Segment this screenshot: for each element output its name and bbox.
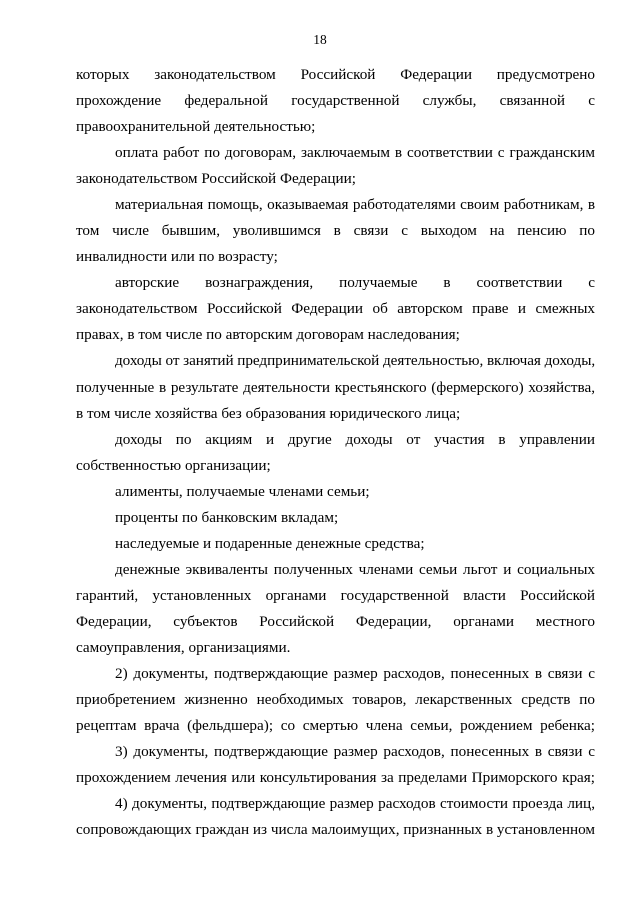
text-line: прохождением лечения или консультирования за пределами Приморского края; <box>76 769 595 787</box>
text-line: в том числе хозяйства без образования юридического лица; <box>76 404 461 422</box>
text-line: том числе бывшим, уволившимся в связи с выходом на пенсию по <box>76 222 595 240</box>
text-line: 4) документы, подтверждающие размер расходов стоимости проезда лиц, <box>115 795 595 813</box>
text-line: сопровождающих граждан из числа малоимущих, признанных в установленном <box>76 821 595 839</box>
text-line: законодательством Российской Федерации об авторском праве и смежных <box>76 300 595 318</box>
text-line: оплата работ по договорам, заключаемым в соответствии с гражданским <box>115 144 595 162</box>
text-line: самоуправления, организациями. <box>76 638 291 656</box>
text-line: инвалидности или по возрасту; <box>76 248 278 266</box>
text-line: алименты, получаемые членами семьи; <box>115 482 370 500</box>
text-line: гарантий, установленных органами государственной власти Российской <box>76 586 595 604</box>
text-line: Федерации, субъектов Российской Федерации, органами местного <box>76 612 595 630</box>
text-line: 2) документы, подтверждающие размер расходов, понесенных в связи с <box>115 664 595 682</box>
text-line: материальная помощь, оказываемая работодателями своим работникам, в <box>115 196 595 214</box>
text-line: собственностью организации; <box>76 456 271 474</box>
text-line: приобретением жизненно необходимых товаров, лекарственных средств по <box>76 691 595 708</box>
text-line: правоохранительной деятельностью; <box>76 118 316 136</box>
text-line: наследуемые и подаренные денежные средства; <box>115 534 425 552</box>
text-line: проценты по банковским вкладам; <box>115 508 339 526</box>
text-line: денежные эквиваленты полученных членами семьи льгот и социальных <box>115 560 595 578</box>
text-line: полученные в результате деятельности крестьянского (фермерского) хозяйства, <box>76 378 595 396</box>
text-line: правах, в том числе по авторским договорам наследования; <box>76 326 460 344</box>
text-line: законодательством Российской Федерации; <box>76 170 356 188</box>
text-line: которых законодательством Российской Федерации предусмотрено <box>76 66 595 83</box>
page-number: 18 <box>313 32 327 47</box>
text-line: рецептам врача (фельдшера); со смертью члена семьи, рождением ребенка; <box>76 717 595 734</box>
text-line: 3) документы, подтверждающие размер расходов, понесенных в связи с <box>115 743 595 760</box>
text-line: доходы от занятий предпринимательской деятельностью, включая доходы, <box>115 352 596 370</box>
text-line: прохождение федеральной государственной службы, связанной с <box>76 92 595 109</box>
text-line: доходы по акциям и другие доходы от участия в управлении <box>115 430 595 448</box>
text-line: авторские вознаграждения, получаемые в соответствии с <box>115 274 595 292</box>
